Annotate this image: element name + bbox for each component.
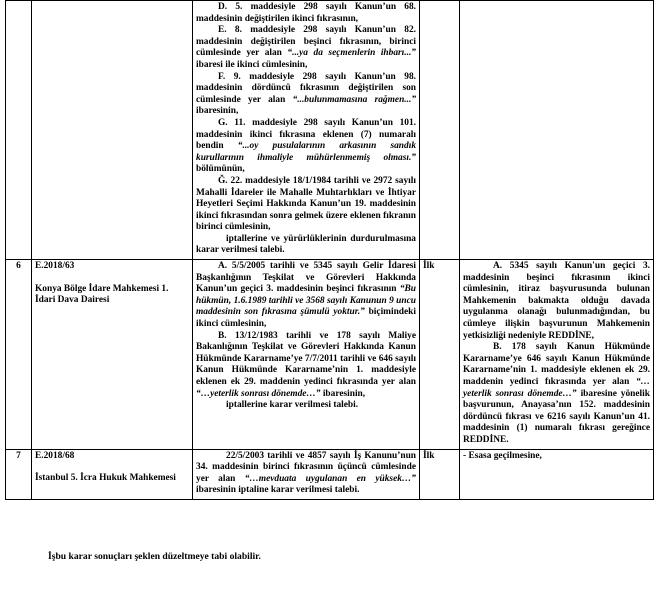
request-cell: [193, 260, 420, 450]
decisions-table: [5, 0, 654, 500]
row-number: 7: [6, 449, 32, 499]
row-number: 6: [6, 260, 32, 450]
table-row: [6, 449, 654, 499]
request-paragraph: 22/5/2003 tarihli ve 4857 sayılı İş Kanunu’nun 34. maddesinin birinci fıkrasının üçüncü cümlesinde yer alan “…mevduata uygulanan en yüksek…” ibaresinin iptaline karar verilmesi talebi.: [196, 450, 416, 496]
result-paragraph: A. 5345 sayılı Kanun'un geçici 3. maddesinin beşinci fıkrasının ikinci cümlesinin, itiraz başvurusunda bulunan Mahkemenin bakmakta olduğu davada uygulanma olanağı bulunmadığından, bu cümleye ilişkin başvurunun Mahkemenin yetkisizliği nedeniyle REDDİNE,: [463, 261, 650, 341]
case-number: E.2018/63: [35, 261, 75, 272]
footer-note: İşbu karar sonuçları şeklen düzeltmeye tabi olabilir.: [48, 551, 261, 562]
request-paragraph: A. 5/5/2005 tarihli ve 5345 sayılı Gelir İdaresi Başkanlığının Teşkilat ve Görevleri Hakkında Kanun’un geçici 3. maddesinin beşinci fıkrasının “Bu hükmün, 1.6.1989 tarihli ve 3568 sayılı Kanunun 9 uncu maddesinin son fıkrasına şümulü yoktur.” biçimindeki ikinci cümlesinin,: [196, 261, 416, 330]
decision-type: İlk: [420, 260, 460, 450]
row-number: [6, 1, 32, 260]
result-cell: [460, 260, 654, 450]
request-cell: [193, 1, 420, 260]
request-paragraph: F. 9. maddesiyle 298 sayılı Kanun’un 98. maddesinin dördüncü fıkrasının değiştirilen son cümlesinde yer alan “...bulunmamasına rağmen...” ibaresinin,: [196, 71, 417, 117]
case-cell: [32, 1, 193, 260]
request-paragraph: iptallerine ve yürürlüklerinin durdurulmasına karar verilmesi talebi.: [196, 233, 416, 256]
result-cell: [460, 449, 654, 499]
request-paragraph: E. 8. maddesiyle 298 sayılı Kanun’un 82. maddesinin değiştirilen beşinci fıkrasının, birinci cümlesinde yer alan “...ya da seçmenlerin ihbarı...” ibaresi ile ikinci cümlesinin,: [196, 25, 416, 70]
request-paragraph: G. 11. maddesiyle 298 sayılı Kanun’un 101. maddesinin ikinci fıkrasına eklenen (7) numaralı bendin “...oy pusulalarının arkasının sandık kurullarının ihmaliyle mühürlenmemiş olması.” bölümünün,: [196, 117, 417, 175]
case-number: E.2018/68: [35, 450, 75, 461]
result-paragraph: B. 178 sayılı Kanun Hükmünde Kararname’ye 646 sayılı Kanun Hükmünde Kararname’nin 1. maddesiyle eklenen ek 29. maddenin yedinci fıkrasında yer alan “…yeterlik sonrası dönemde…” ibaresine yönelik başvurunun, Anayasa’nın 152. maddesinin dördüncü fıkrası ve 6216 sayılı Kanun’un 41. maddesinin (1) numaralı fıkrası gereğince REDDİNE.: [463, 342, 650, 445]
case-cell: [32, 260, 193, 450]
request-paragraph: B. 13/12/1983 tarihli ve 178 sayılı Maliye Bakanlığının Teşkilat ve Görevleri Hakkında Kanun Hükmünde Kararname’ye 7/7/2011 tarihli ve 646 sayılı Kanun Hükmünde Kararname’nin 1. maddesiyle eklenen ek 29. maddenin yedinci fıkrasında yer alan “…yeterlik sonrası dönemde…” ibaresinin,: [196, 330, 416, 399]
decision-type: [420, 1, 460, 260]
result-cell: [460, 1, 654, 260]
court-name: İstanbul 5. İcra Hukuk Mahkemesi: [35, 473, 176, 484]
court-name: Konya Bölge İdare Mahkemesi 1. İdari Dava Dairesi: [35, 283, 169, 306]
case-cell: [32, 449, 193, 499]
request-paragraph: Ğ. 22. maddesiyle 18/1/1984 tarihli ve 2972 sayılı Mahalli İdareler ile Mahalle Muhtarlıkları ve İhtiyar Heyetleri Seçimi Hakkında Kanun’un 19. maddesinin ikinci fıkrasından sonra gelmek üzere eklenen fıkranın birinci cümlesinin,: [196, 175, 416, 233]
request-paragraph: iptallerine karar verilmesi talebi.: [226, 400, 359, 411]
request-cell: [193, 449, 420, 499]
decision-type: İlk: [420, 449, 460, 499]
result-paragraph: - Esasa geçilmesine,: [463, 450, 542, 461]
table-row: [6, 1, 654, 260]
table-row: [6, 260, 654, 450]
request-paragraph: D. 5. maddesiyle 298 sayılı Kanun’un 68. maddesinin değiştirilen ikinci fıkrasının,: [196, 2, 416, 24]
